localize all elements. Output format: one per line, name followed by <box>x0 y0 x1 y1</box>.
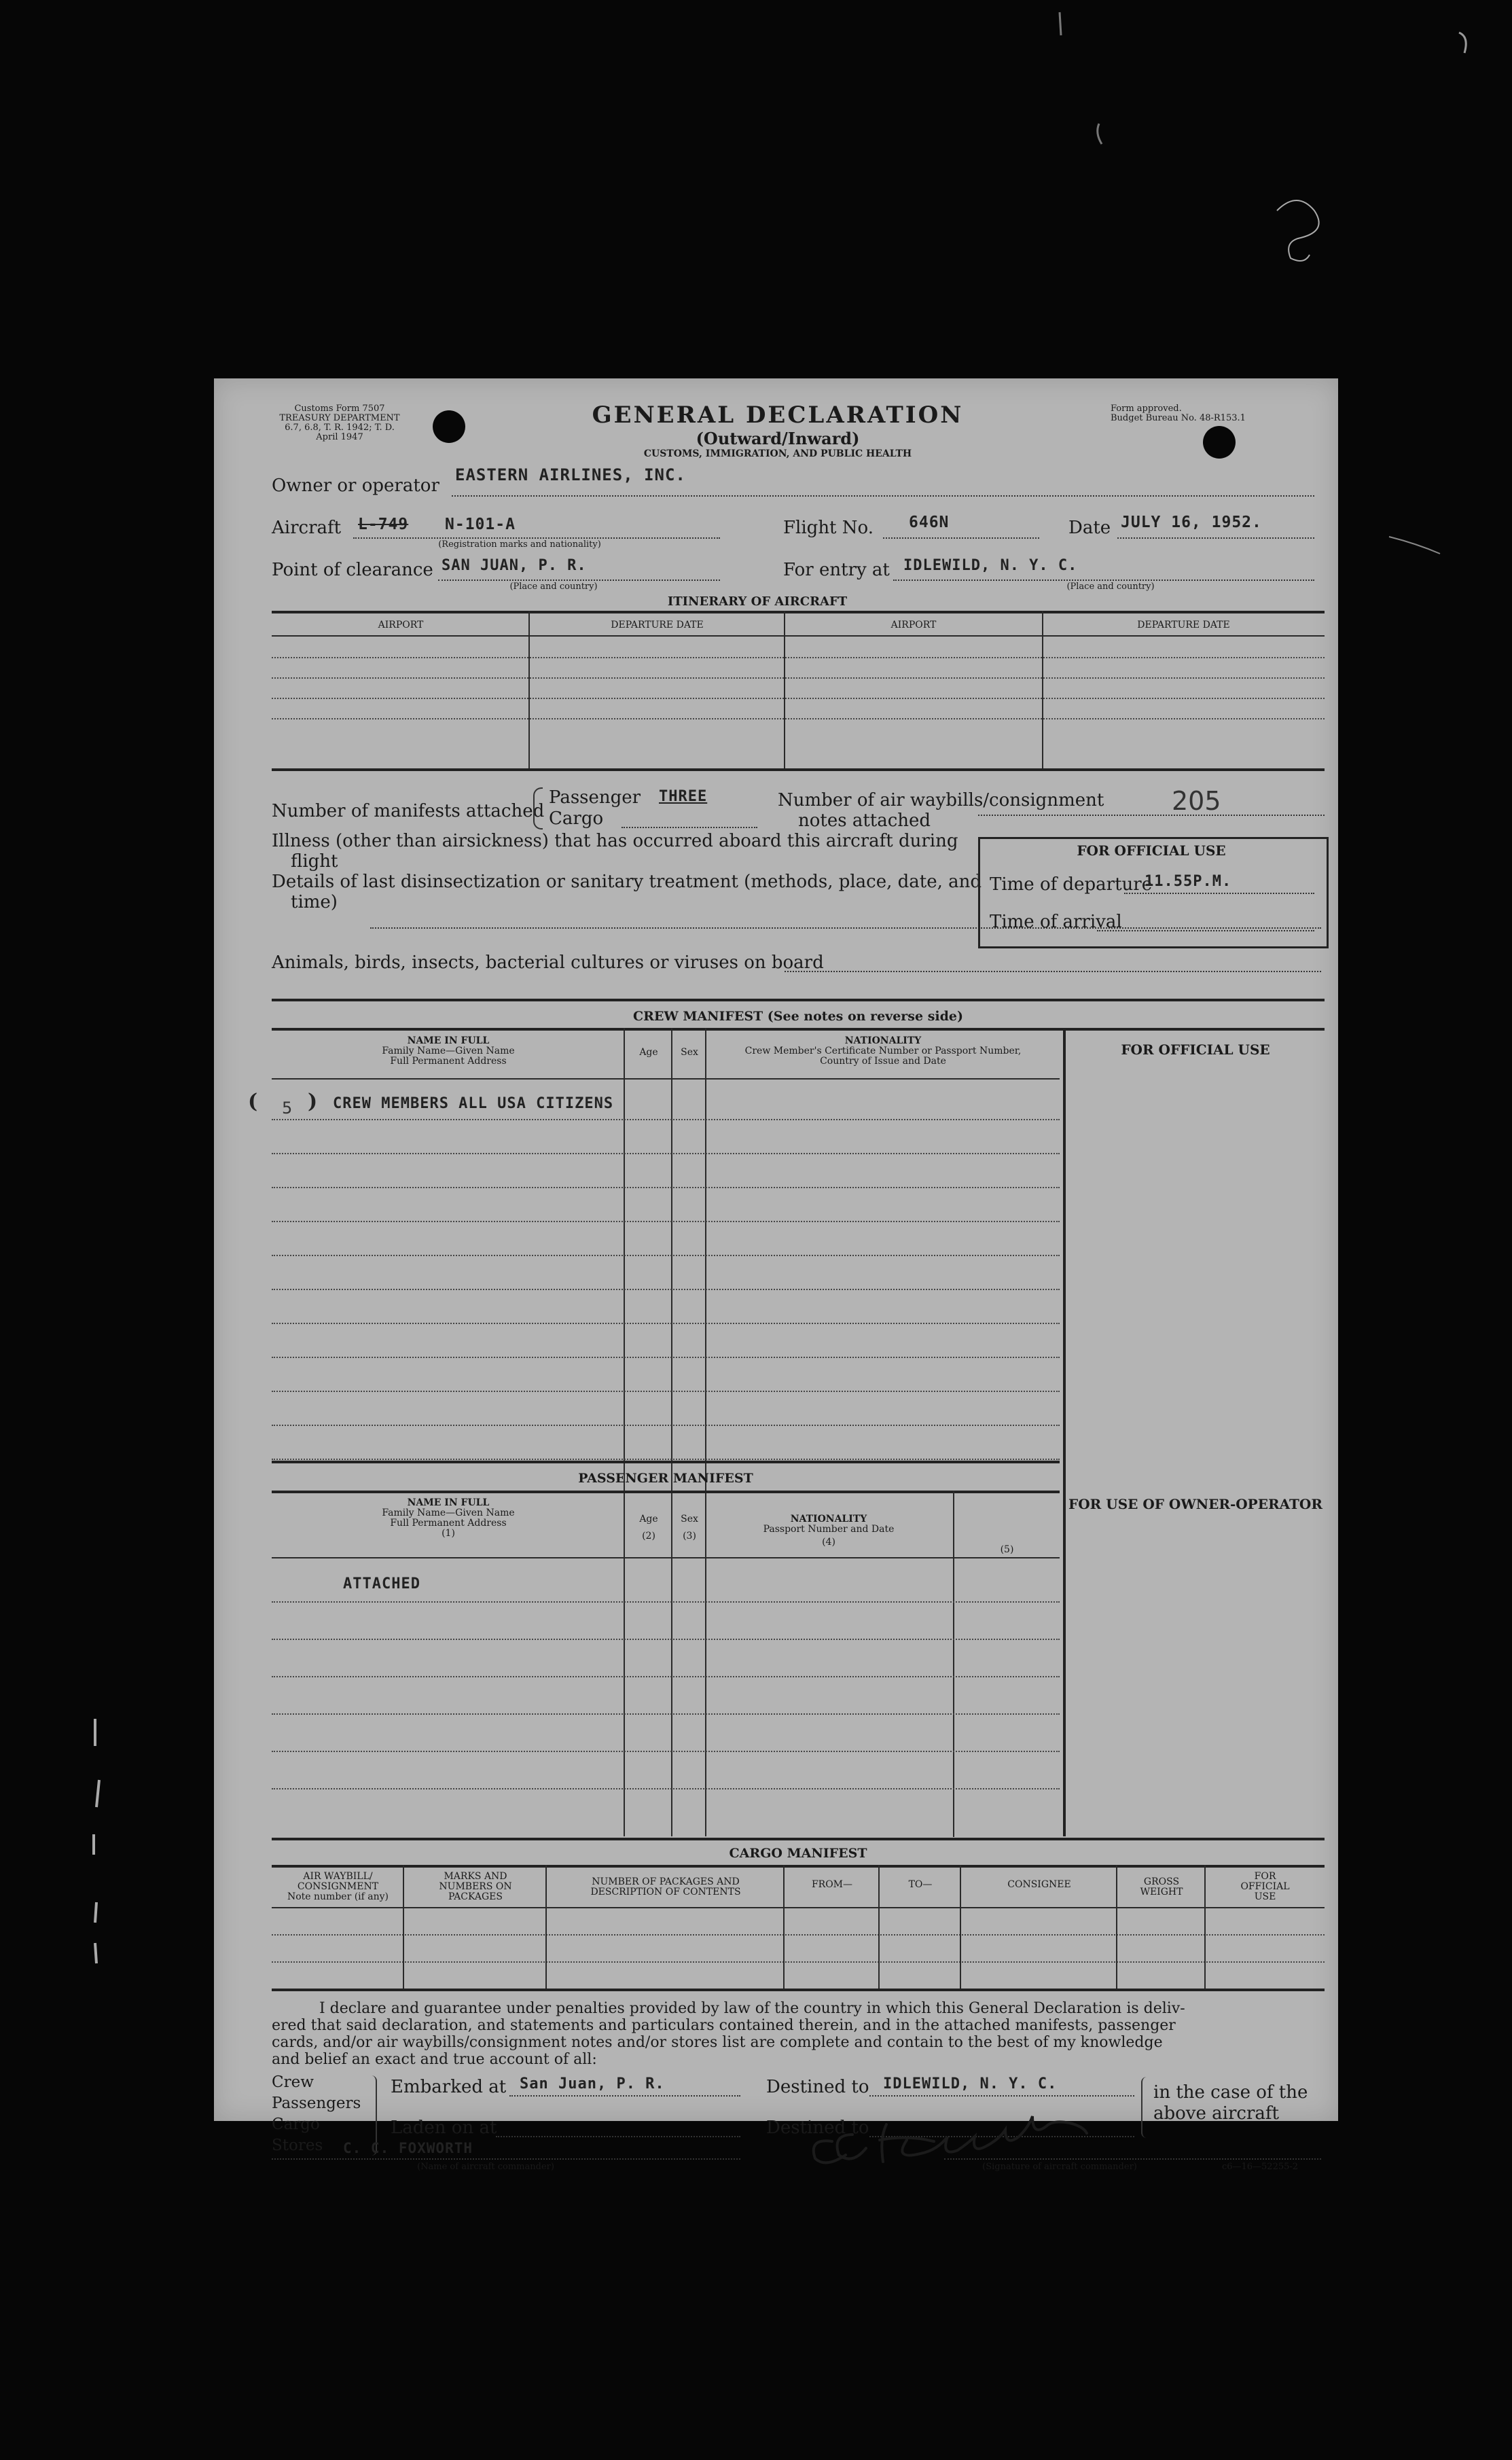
cargo-divider <box>1116 1865 1117 1989</box>
department: TREASURY DEPARTMENT <box>279 413 400 423</box>
cargo-col-from: FROM— <box>811 1879 853 1890</box>
animals-label: Animals, birds, insects, bacterial cultures or viruses on board <box>272 952 824 973</box>
declaration-line-2: ered that said declaration, and statements and particulars contained therein, and in the attached manifests, passenger <box>272 2017 1176 2034</box>
itinerary-row <box>272 677 1325 679</box>
itinerary-divider <box>528 611 530 768</box>
passenger-col-5: (5) <box>1000 1544 1014 1555</box>
passenger-divider <box>953 1491 954 1837</box>
cargo-col-to: TO— <box>908 1879 933 1890</box>
laden-label: Laden on at <box>391 2118 497 2138</box>
cargo-title: CARGO MANIFEST <box>729 1846 867 1861</box>
crew-row <box>272 1391 1060 1392</box>
crew-count-value[interactable]: 5 <box>282 1099 293 1118</box>
passenger-col-nationality <box>706 1514 951 1548</box>
destined-label: Destined to <box>766 2077 869 2097</box>
passenger-manifest-label: Passenger <box>549 787 641 808</box>
date-label: Date <box>1068 518 1111 538</box>
passenger-col-sex-title: Sex <box>681 1514 698 1525</box>
itinerary-bottom-rule <box>272 768 1325 771</box>
waybills-line <box>978 815 1325 816</box>
budget-bureau-no: Budget Bureau No. 48-R153.1 <box>1111 413 1246 423</box>
category-passengers: Passengers <box>272 2094 361 2112</box>
aircraft-label: Aircraft <box>272 518 342 538</box>
departure-time-line <box>1124 893 1314 894</box>
commander-name-caption: (Name of aircraft commander) <box>417 2162 554 2172</box>
crew-row <box>272 1425 1060 1426</box>
flight-label: Flight No. <box>783 518 874 538</box>
crew-top-rule <box>272 999 1325 1001</box>
crew-header-rule <box>272 1078 1060 1080</box>
passenger-row <box>272 1676 1060 1677</box>
cargo-top-rule <box>272 1838 1325 1840</box>
crew-col-name-sub2: Full Permanent Address <box>390 1056 507 1067</box>
clearance-line <box>438 580 720 581</box>
crew-col-name-sub: Family Name—Given Name <box>382 1046 515 1056</box>
passenger-row <box>272 1601 1060 1603</box>
passenger-row <box>272 1639 1060 1640</box>
itinerary-row <box>272 698 1325 699</box>
cargo-col-marks <box>404 1872 547 1902</box>
cargo-col-waybill-1: AIR WAYBILL/ <box>303 1871 373 1882</box>
crew-divider <box>705 1028 706 1836</box>
cargo-manifest-label: Cargo <box>549 808 604 829</box>
aircraft-struck-value: L-749 <box>358 516 409 533</box>
passenger-manifest-value[interactable]: THREE <box>659 788 708 805</box>
crew-row <box>272 1255 1060 1256</box>
crew-row <box>272 1357 1060 1358</box>
embarked-value[interactable]: San Juan, P. R. <box>520 2075 665 2092</box>
destined-line <box>869 2095 1134 2097</box>
laden-line <box>496 2136 740 2137</box>
disinsect-text-line-1: Details of last disinsectization or sanitary treatment (methods, place, date, and <box>272 872 982 892</box>
departure-time-label: Time of departure <box>990 874 1153 895</box>
passenger-header-rule <box>272 1557 1060 1558</box>
declaration-line-4: and belief an exact and true account of all: <box>272 2051 597 2068</box>
crew-col-name-title: NAME IN FULL <box>407 1035 490 1046</box>
destined-value[interactable]: IDLEWILD, N. Y. C. <box>883 2075 1058 2092</box>
owner-label: Owner or operator <box>272 476 439 496</box>
passenger-entry-text[interactable]: ATTACHED <box>343 1575 420 1592</box>
flight-line <box>883 537 1039 539</box>
crew-col-age: Age <box>639 1047 658 1058</box>
crew-count-close: ) <box>308 1090 319 1113</box>
crew-row <box>272 1289 1060 1290</box>
illness-text-line-1: Illness (other than airsickness) that has occurred aboard this aircraft during <box>272 831 958 851</box>
cargo-col-marks-2: NUMBERS ON <box>439 1881 512 1892</box>
crew-title: CREW MANIFEST (See notes on reverse side) <box>632 1009 963 1024</box>
cargo-divider <box>783 1865 785 1989</box>
category-crew: Crew <box>272 2073 314 2091</box>
cargo-manifest-line <box>622 827 757 828</box>
passenger-col-sex <box>672 1514 706 1541</box>
manifests-label: Number of manifests attached <box>272 801 545 821</box>
crew-col-nat-sub2: Country of Issue and Date <box>820 1056 946 1067</box>
departure-time-value[interactable]: 11.55P.M. <box>1145 873 1232 890</box>
cargo-col-waybill-3: Note number (if any) <box>287 1891 389 1902</box>
cargo-col-official-2: OFFICIAL <box>1240 1881 1290 1892</box>
cargo-col-waybill <box>272 1872 404 1902</box>
signature-caption: (Signature of aircraft commander) <box>982 2162 1137 2172</box>
crew-row <box>272 1119 1060 1120</box>
crew-col-sex: Sex <box>681 1047 698 1058</box>
itinerary-col-airport-1: AIRPORT <box>378 620 424 630</box>
aircraft-line <box>353 537 720 539</box>
owner-value[interactable]: EASTERN AIRLINES, INC. <box>455 465 686 484</box>
declaration-line-1: I declare and guarantee under penalties provided by law of the country in which this General Declaration is deliv- <box>319 2000 1185 2017</box>
crew-entry-text[interactable]: CREW MEMBERS ALL USA CITIZENS <box>333 1095 614 1112</box>
passenger-col-nat-num: (4) <box>822 1537 835 1548</box>
crew-count-open: ( <box>248 1090 259 1113</box>
declaration-text <box>272 2000 1325 2068</box>
form-title-block <box>526 402 1029 459</box>
passenger-row <box>272 1788 1060 1789</box>
passenger-col-age <box>625 1514 672 1541</box>
cargo-header-top-rule <box>272 1865 1325 1868</box>
itinerary-col-departure-2: DEPARTURE DATE <box>1137 620 1230 630</box>
itinerary-col-airport-2: AIRPORT <box>890 620 937 630</box>
passenger-col-name-num: (1) <box>442 1528 455 1539</box>
cargo-col-packages-1: NUMBER OF PACKAGES AND <box>592 1876 740 1887</box>
cargo-col-official <box>1206 1872 1325 1902</box>
cargo-col-weight <box>1117 1877 1206 1897</box>
illness-label <box>272 831 1039 872</box>
arrival-time-line <box>1097 930 1314 931</box>
case-note-line-2: above aircraft <box>1153 2103 1279 2124</box>
itinerary-row <box>272 718 1325 719</box>
regulation-ref: 6.7, 6.8, T. R. 1942; T. D. <box>285 423 395 433</box>
aircraft-case-note <box>1153 2082 1308 2124</box>
cargo-divider <box>545 1865 547 1989</box>
crew-col-official: FOR OFFICIAL USE <box>1121 1041 1270 1058</box>
crew-row <box>272 1323 1060 1324</box>
cargo-col-waybill-2: CONSIGNMENT <box>297 1881 379 1892</box>
passenger-col-name <box>272 1498 625 1539</box>
punch-hole-right <box>1203 426 1236 459</box>
embarked-label: Embarked at <box>391 2077 507 2097</box>
waybills-value[interactable]: 205 <box>1172 786 1221 816</box>
passenger-col-age-title: Age <box>639 1514 658 1525</box>
commander-name-line <box>272 2158 740 2160</box>
cargo-row <box>272 1961 1325 1963</box>
itinerary-divider <box>1042 611 1043 768</box>
crew-row <box>272 1153 1060 1154</box>
crew-header-top-rule <box>272 1028 1325 1031</box>
entry-caption: (Place and country) <box>1066 582 1155 592</box>
form-subtitle-agencies: CUSTOMS, IMMIGRATION, AND PUBLIC HEALTH <box>643 448 912 459</box>
cargo-divider <box>960 1865 961 1989</box>
crew-col-nat-title: NATIONALITY <box>844 1035 922 1046</box>
approval-text: Form approved. <box>1111 404 1182 414</box>
crew-row <box>272 1221 1060 1222</box>
passenger-col-name-sub2: Full Permanent Address <box>390 1518 507 1529</box>
itinerary-title: ITINERARY OF AIRCRAFT <box>667 594 848 609</box>
print-code: c6—16—52255-2 <box>1221 2162 1299 2172</box>
passenger-row <box>272 1713 1060 1715</box>
arrival-time-label: Time of arrival <box>990 912 1122 932</box>
itinerary-top-rule <box>272 611 1325 613</box>
crew-row <box>272 1187 1060 1188</box>
signature-line <box>944 2158 1321 2160</box>
crew-official-divider <box>1063 1028 1066 1836</box>
disinsect-label <box>272 872 1039 912</box>
passenger-header-top-rule <box>272 1491 1060 1493</box>
clearance-caption: (Place and country) <box>509 582 598 592</box>
commander-name-value[interactable]: C. C. FOXWORTH <box>343 2140 473 2156</box>
owner-line <box>452 495 1314 497</box>
disinsect-text-line-2: time) <box>291 892 338 912</box>
entry-value[interactable]: IDLEWILD, N. Y. C. <box>903 557 1078 574</box>
clearance-value[interactable]: SAN JUAN, P. R. <box>442 557 587 574</box>
embarked-line <box>509 2095 740 2097</box>
declaration-line-3: cards, and/or air waybills/consignment notes and/or stores list are complete and contain to the best of my knowledge <box>272 2034 1163 2051</box>
itinerary-divider <box>784 611 785 768</box>
cargo-divider <box>1204 1865 1206 1989</box>
destined2-label: Destined to <box>766 2118 869 2138</box>
crew-col-nationality <box>706 1036 1060 1067</box>
entry-label: For entry at <box>783 560 890 580</box>
passenger-col-nat-sub: Passport Number and Date <box>763 1524 895 1535</box>
form-title: GENERAL DECLARATION <box>592 402 964 429</box>
destination-brace <box>1141 2077 1149 2138</box>
itinerary-header-rule <box>272 635 1325 637</box>
form-date: April 1947 <box>316 432 363 442</box>
cargo-col-marks-1: MARKS AND <box>444 1871 507 1882</box>
budget-approval <box>1111 404 1314 423</box>
clearance-label: Point of clearance <box>272 560 433 580</box>
cargo-col-weight-1: GROSS <box>1143 1876 1180 1887</box>
category-cargo: Cargo <box>272 2116 320 2133</box>
crew-col-name <box>272 1036 625 1067</box>
date-value[interactable]: JULY 16, 1952. <box>1121 514 1262 531</box>
itinerary-row <box>272 657 1325 658</box>
waybills-label-2: notes attached <box>798 810 931 831</box>
case-note-line-1: in the case of the <box>1153 2082 1308 2103</box>
manifests-brace <box>533 787 543 830</box>
cargo-col-official-3: USE <box>1254 1891 1276 1902</box>
passenger-title: PASSENGER MANIFEST <box>578 1471 753 1486</box>
date-line <box>1117 537 1314 539</box>
passenger-col-owner: FOR USE OF OWNER-OPERATOR <box>1068 1496 1322 1512</box>
cargo-header-rule <box>272 1907 1325 1908</box>
cargo-divider <box>878 1865 880 1989</box>
flight-value[interactable]: 646N <box>909 514 950 531</box>
passenger-col-name-sub: Family Name—Given Name <box>382 1508 515 1518</box>
aircraft-value[interactable]: N-101-A <box>445 516 516 533</box>
entry-line <box>893 580 1314 581</box>
passenger-row <box>272 1751 1060 1752</box>
cargo-col-consignee: CONSIGNEE <box>1007 1879 1071 1890</box>
form-subtitle: (Outward/Inward) <box>696 429 860 448</box>
cargo-col-official-1: FOR <box>1254 1871 1276 1882</box>
passenger-top-rule <box>272 1461 1060 1463</box>
crew-row <box>272 1459 1060 1460</box>
cargo-col-weight-2: WEIGHT <box>1140 1887 1183 1897</box>
crew-divider <box>671 1028 672 1836</box>
form-number: Customs Form 7507 <box>294 404 385 414</box>
official-use-title: FOR OFFICIAL USE <box>1077 842 1226 859</box>
passenger-col-nat-title: NATIONALITY <box>790 1514 867 1525</box>
cargo-divider <box>403 1865 404 1989</box>
crew-col-nat-sub: Crew Member's Certificate Number or Passport Number, <box>744 1046 1022 1056</box>
animals-line <box>785 971 1321 972</box>
cargo-col-packages-2: DESCRIPTION OF CONTENTS <box>590 1887 741 1897</box>
declaration-form-page <box>214 378 1338 2172</box>
passenger-col-age-num: (2) <box>642 1531 655 1541</box>
waybills-label: Number of air waybills/consignment <box>778 790 1104 810</box>
cargo-bottom-rule <box>272 1989 1325 1991</box>
passenger-col-name-title: NAME IN FULL <box>407 1497 490 1508</box>
category-stores: Stores <box>272 2137 323 2154</box>
aircraft-caption: (Registration marks and nationality) <box>438 539 601 550</box>
crew-divider <box>624 1028 625 1836</box>
cargo-row <box>272 1934 1325 1936</box>
illness-text-line-2: flight <box>291 851 338 872</box>
itinerary-col-departure-1: DEPARTURE DATE <box>611 620 704 630</box>
cargo-col-packages <box>547 1877 785 1897</box>
passenger-col-sex-num: (3) <box>683 1531 696 1541</box>
form-number-block <box>241 404 438 442</box>
cargo-col-marks-3: PACKAGES <box>448 1891 503 1902</box>
